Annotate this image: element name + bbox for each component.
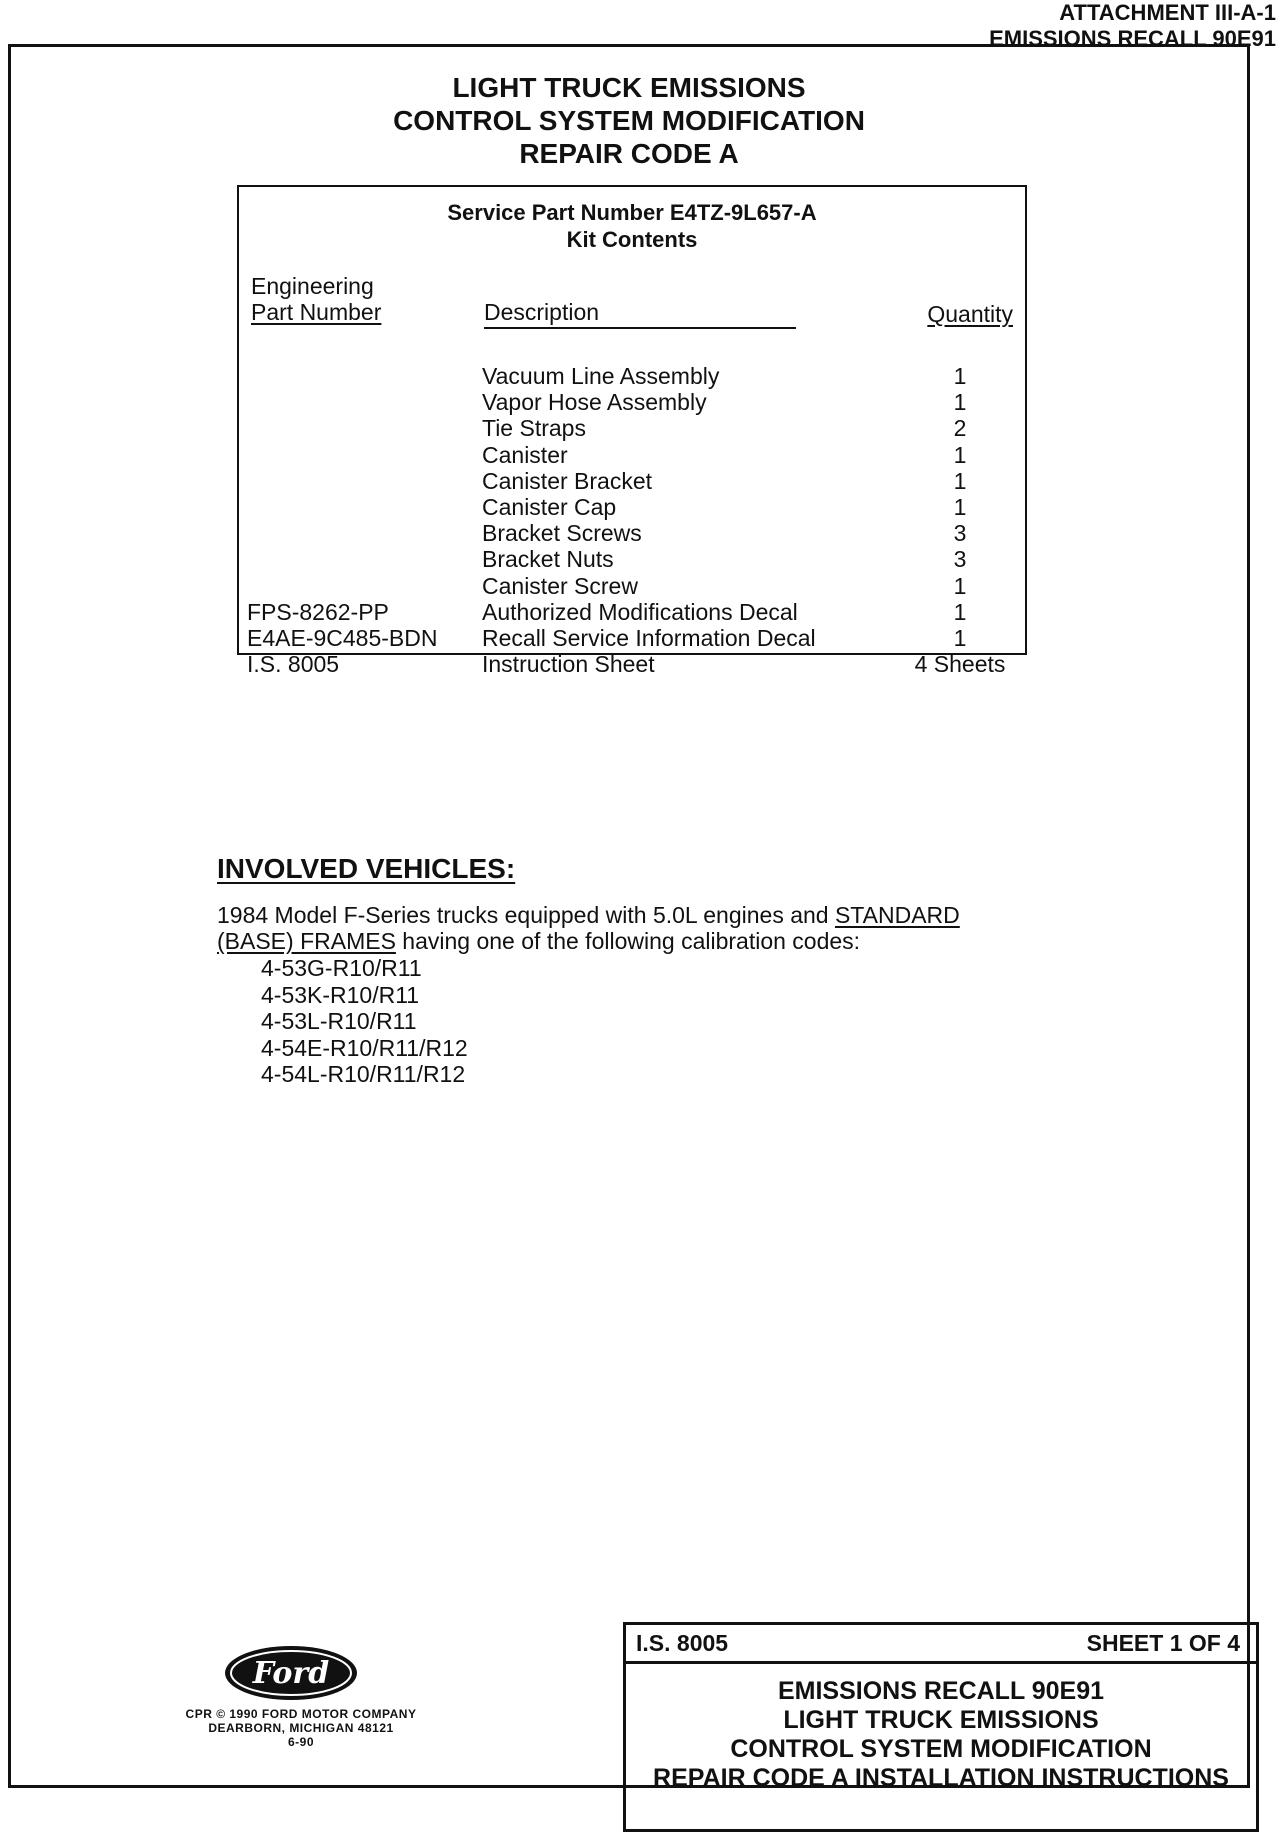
table-row xyxy=(239,442,1025,468)
row-quantity: 3 xyxy=(953,520,967,547)
row-quantity: 2 xyxy=(953,415,967,442)
table-row xyxy=(239,520,1025,546)
sheet-info-header xyxy=(626,1625,1256,1664)
row-quantity: 1 xyxy=(953,389,967,416)
row-description: Vacuum Line Assembly xyxy=(482,363,720,389)
row-quantity: 1 xyxy=(953,598,967,625)
kit-heading xyxy=(239,199,1025,253)
row-part-number: I.S. 8005 xyxy=(247,651,340,678)
title-line-2: CONTROL SYSTEM MODIFICATION xyxy=(393,105,865,136)
table-row xyxy=(239,651,1025,677)
title-line-1: LIGHT TRUCK EMISSIONS xyxy=(452,72,806,103)
row-description: Bracket Screws xyxy=(482,520,642,547)
row-quantity: 1 xyxy=(953,625,967,651)
col-header-part-number: Engineering Part Number xyxy=(251,273,382,325)
kit-contents-table xyxy=(237,185,1027,678)
row-quantity: 1 xyxy=(953,467,967,494)
row-quantity: 1 xyxy=(953,441,967,468)
page-frame xyxy=(8,44,1250,1792)
row-description: Tie Straps xyxy=(482,415,586,442)
involved-vehicles-title: INVOLVED VEHICLES: xyxy=(217,853,516,884)
row-description: Vapor Hose Assembly xyxy=(482,389,707,416)
row-quantity: 1 xyxy=(953,363,967,389)
row-quantity: 1 xyxy=(953,494,967,520)
copyright: CPR © 1990 FORD MOTOR COMPANY DEARBORN, MICHIGAN 48121 6-90 xyxy=(185,1707,417,1749)
recall-label: EMISSIONS RECALL 90E91 xyxy=(989,26,1276,51)
calibration-code: 4-53K-R10/R11 xyxy=(261,981,420,1008)
table-row xyxy=(239,573,1025,599)
title-line-3: REPAIR CODE A xyxy=(519,138,739,169)
calibration-codes xyxy=(261,955,468,1088)
calibration-code: 4-53G-R10/R11 xyxy=(261,955,422,981)
row-quantity: 4 Sheets xyxy=(914,651,1006,678)
table-row xyxy=(239,599,1025,625)
row-description: Canister xyxy=(482,441,568,468)
table-row xyxy=(239,389,1025,415)
row-description: Canister Cap xyxy=(482,494,617,520)
calibration-code: 4-53L-R10/R11 xyxy=(261,1008,417,1034)
table-row xyxy=(239,546,1025,572)
service-part-number: Service Part Number E4TZ-9L657-A xyxy=(447,200,817,225)
row-part-number: FPS-8262-PP xyxy=(247,598,389,625)
col-header-quantity: Quantity xyxy=(927,301,1013,327)
involved-vehicles-text: 1984 Model F-Series trucks equipped with 5.0L engines and STANDARD (BASE) FRAMES having one of the following calibration codes: xyxy=(217,902,960,954)
table-row xyxy=(239,494,1025,520)
sheet-id: I.S. 8005 xyxy=(636,1630,729,1656)
table-row xyxy=(239,415,1025,441)
row-description: Bracket Nuts xyxy=(482,546,614,573)
row-quantity: 3 xyxy=(953,546,967,573)
table-row xyxy=(239,625,1025,651)
row-part-number: E4AE-9C485-BDN xyxy=(247,625,438,651)
attachment-label: ATTACHMENT III-A-1 xyxy=(1059,0,1276,25)
table-row xyxy=(239,468,1025,494)
kit-contents-label: Kit Contents xyxy=(566,227,698,252)
calibration-code: 4-54L-R10/R11/R12 xyxy=(261,1061,466,1087)
row-quantity: 1 xyxy=(953,572,967,599)
ford-logo-icon xyxy=(221,1643,361,1703)
sheet-info-box xyxy=(623,1622,1259,1832)
row-description: Canister Bracket xyxy=(482,467,653,494)
row-description: Canister Screw xyxy=(482,572,638,599)
table-row xyxy=(239,363,1025,389)
svg-text:Ford: Ford xyxy=(252,1656,330,1691)
calibration-code: 4-54E-R10/R11/R12 xyxy=(261,1034,468,1061)
row-description: Authorized Modifications Decal xyxy=(482,598,798,625)
col-header-description: Description xyxy=(484,299,796,329)
sheet-number: SHEET 1 OF 4 xyxy=(1086,1630,1240,1656)
page-title xyxy=(11,71,1247,170)
row-description: Instruction Sheet xyxy=(482,651,655,678)
row-description: Recall Service Information Decal xyxy=(482,625,816,651)
sheet-title: EMISSIONS RECALL 90E91 LIGHT TRUCK EMISSIONS CONTROL SYSTEM MODIFICATION REPAIR CODE A INSTALLATION INSTRUCTIONS xyxy=(653,1677,1229,1792)
